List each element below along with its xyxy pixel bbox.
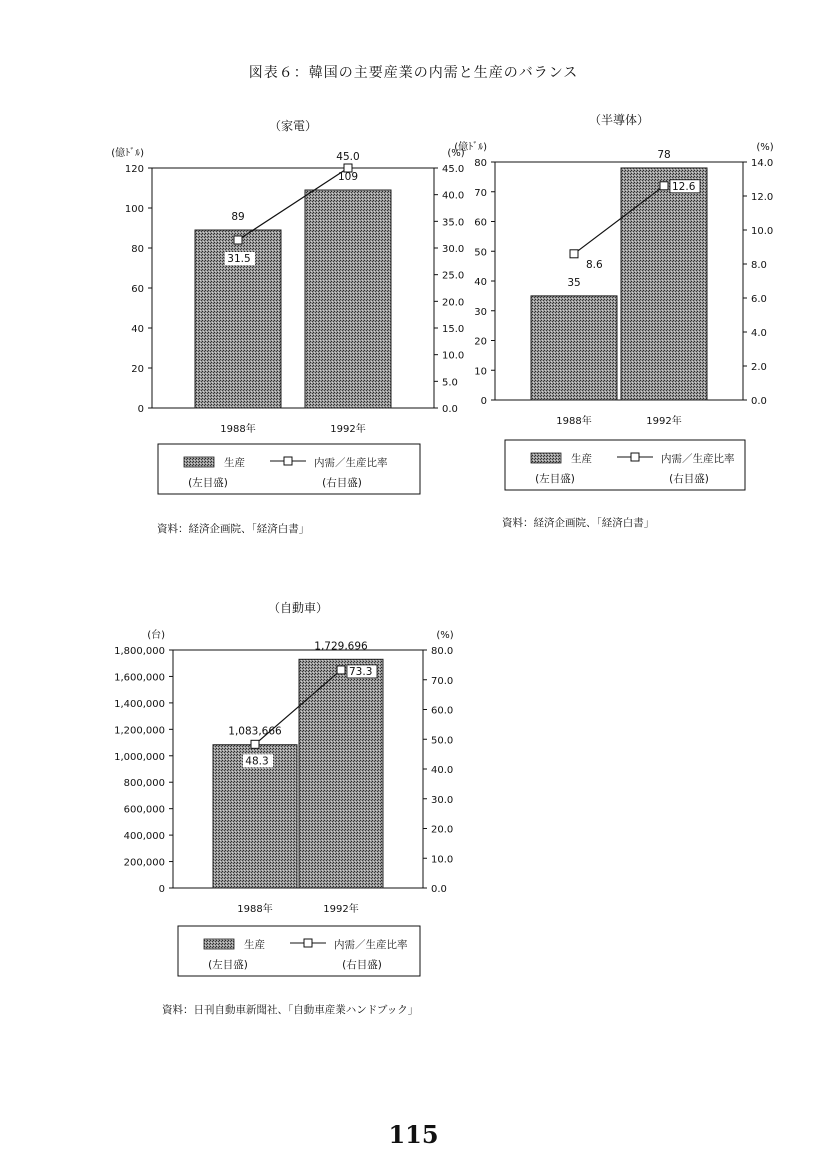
legend-line-marker [631, 453, 639, 461]
right-tick-label: 40.0 [431, 765, 454, 776]
right-tick-label: 14.0 [751, 158, 774, 169]
chart-handotai [445, 104, 825, 499]
x-category-label: 1992年 [323, 904, 359, 915]
chart-title: （家電） [268, 119, 318, 133]
left-tick-label: 20 [474, 336, 487, 348]
bar-production [621, 168, 707, 400]
line-value-label: 48.3 [245, 755, 269, 768]
legend-line-name: 内需／生産比率 [334, 939, 408, 951]
left-tick-label: 0 [137, 404, 144, 415]
left-tick-label: 70 [474, 187, 487, 199]
line-value-label: 12.6 [672, 180, 696, 193]
left-tick-label: 20 [131, 364, 144, 375]
bar-value-label: 89 [231, 211, 245, 223]
legend-line-axis: (右目盛) [322, 477, 362, 489]
right-tick-label: 10.0 [431, 854, 454, 866]
bar-value-label: 78 [657, 148, 671, 161]
right-tick-label: 12.0 [751, 192, 774, 203]
right-tick-label: 70.0 [431, 675, 454, 687]
left-tick-label: 1,200,000 [114, 725, 165, 737]
left-tick-label: 1,600,000 [114, 672, 165, 684]
legend-line-marker [304, 939, 312, 947]
x-category-label: 1988年 [237, 904, 273, 915]
right-tick-label: 35.0 [442, 217, 465, 229]
left-tick-label: 200,000 [123, 857, 165, 869]
x-category-label: 1988年 [556, 416, 592, 427]
source-note-jidosha: 資料：日刊自動車新聞社、「自動車産業ハンドブック」 [162, 1004, 419, 1016]
left-tick-label: 0 [158, 884, 165, 895]
left-tick-label: 400,000 [123, 831, 165, 843]
legend-bar-swatch [531, 453, 561, 463]
left-tick-label: 120 [124, 164, 144, 175]
x-category-label: 1992年 [330, 424, 366, 435]
left-tick-label: 60 [131, 284, 144, 295]
legend-bar-name: 生産 [571, 453, 592, 465]
right-tick-label: 45.0 [442, 164, 465, 175]
right-tick-label: 0.0 [751, 396, 767, 407]
right-tick-label: 8.0 [751, 260, 767, 271]
chart-jidosha [90, 592, 490, 987]
left-tick-label: 40 [474, 277, 487, 288]
right-tick-label: 10.0 [442, 350, 465, 362]
plot-frame [173, 650, 423, 888]
left-tick-label: 10 [474, 366, 487, 378]
legend-bar-swatch [184, 457, 214, 467]
legend-bar-axis: (左目盛) [535, 473, 575, 485]
left-tick-label: 50 [474, 247, 487, 259]
right-tick-label: 20.0 [442, 297, 465, 309]
page-number: 115 [388, 1120, 439, 1149]
left-tick-label: 1,000,000 [114, 751, 165, 763]
line-point-marker [570, 250, 578, 258]
legend-bar-name: 生産 [244, 939, 265, 951]
left-tick-label: 30 [474, 306, 487, 318]
bar-value-label: 1,083,666 [228, 725, 282, 738]
legend-bar-axis: (左目盛) [188, 477, 228, 489]
legend-line-axis: (右目盛) [669, 473, 709, 485]
right-tick-label: 20.0 [431, 824, 454, 836]
legend-line-marker [284, 457, 292, 465]
page-title: 図表６：韓国の主要産業の内需と生産のバランス [248, 65, 579, 81]
source-note-kaden: 資料：経済企画院、「経済白書」 [157, 523, 310, 535]
left-tick-label: 600,000 [123, 804, 165, 816]
x-category-label: 1992年 [646, 416, 682, 427]
line-point-marker [251, 740, 259, 748]
right-axis-unit: (%) [756, 142, 774, 153]
right-tick-label: 5.0 [442, 377, 458, 389]
left-tick-label: 1,800,000 [114, 646, 165, 657]
chart-kaden [100, 110, 500, 505]
right-tick-label: 40.0 [442, 190, 465, 202]
bar-value-label: 1,729,696 [314, 640, 368, 653]
line-value-label: 31.5 [227, 253, 251, 265]
left-tick-label: 0 [480, 396, 487, 407]
line-value-label: 8.6 [586, 258, 603, 271]
chart-title: （自動車） [267, 601, 329, 615]
right-tick-label: 10.0 [751, 226, 774, 237]
legend-bar-name: 生産 [224, 457, 245, 469]
right-tick-label: 6.0 [751, 294, 767, 305]
line-point-marker [337, 666, 345, 674]
bar-production [531, 296, 617, 400]
bar-production [299, 659, 383, 888]
line-value-label: 73.3 [349, 665, 373, 678]
left-axis-unit: (億ﾄﾞﾙ) [454, 142, 487, 153]
left-tick-label: 60 [474, 217, 487, 229]
legend-bar-swatch [204, 939, 234, 949]
left-tick-label: 80 [131, 244, 144, 255]
line-value-label: 45.0 [336, 151, 360, 163]
right-tick-label: 25.0 [442, 270, 465, 282]
x-category-label: 1988年 [220, 424, 256, 435]
legend-line-name: 内需／生産比率 [314, 457, 388, 469]
right-tick-label: 50.0 [431, 735, 454, 747]
bar-value-label: 109 [337, 171, 359, 183]
left-tick-label: 40 [131, 324, 144, 335]
left-tick-label: 100 [124, 204, 144, 215]
source-note-handotai: 資料：経済企画院、「経済白書」 [502, 517, 655, 529]
right-tick-label: 80.0 [431, 646, 454, 657]
right-tick-label: 30.0 [442, 244, 465, 255]
bar-value-label: 35 [567, 276, 581, 289]
right-axis-unit: (%) [436, 630, 454, 641]
left-tick-label: 800,000 [123, 778, 165, 790]
right-tick-label: 2.0 [751, 362, 767, 373]
left-tick-label: 1,400,000 [114, 698, 165, 710]
legend-line-name: 内需／生産比率 [661, 453, 735, 465]
left-tick-label: 80 [474, 158, 487, 169]
right-tick-label: 0.0 [442, 404, 458, 415]
legend-bar-axis: (左目盛) [208, 959, 248, 971]
right-tick-label: 4.0 [751, 328, 767, 339]
right-axis-unit: (%) [447, 148, 465, 159]
left-axis-unit: (億ﾄﾞﾙ) [111, 148, 144, 159]
left-axis-unit: (台) [147, 630, 165, 641]
line-point-marker [660, 182, 668, 190]
legend-line-axis: (右目盛) [342, 959, 382, 971]
line-point-marker [234, 236, 242, 244]
bar-production [305, 190, 391, 408]
right-tick-label: 15.0 [442, 324, 465, 335]
right-tick-label: 60.0 [431, 705, 454, 717]
chart-title: （半導体） [588, 113, 650, 127]
right-tick-label: 0.0 [431, 884, 447, 895]
right-tick-label: 30.0 [431, 794, 454, 806]
